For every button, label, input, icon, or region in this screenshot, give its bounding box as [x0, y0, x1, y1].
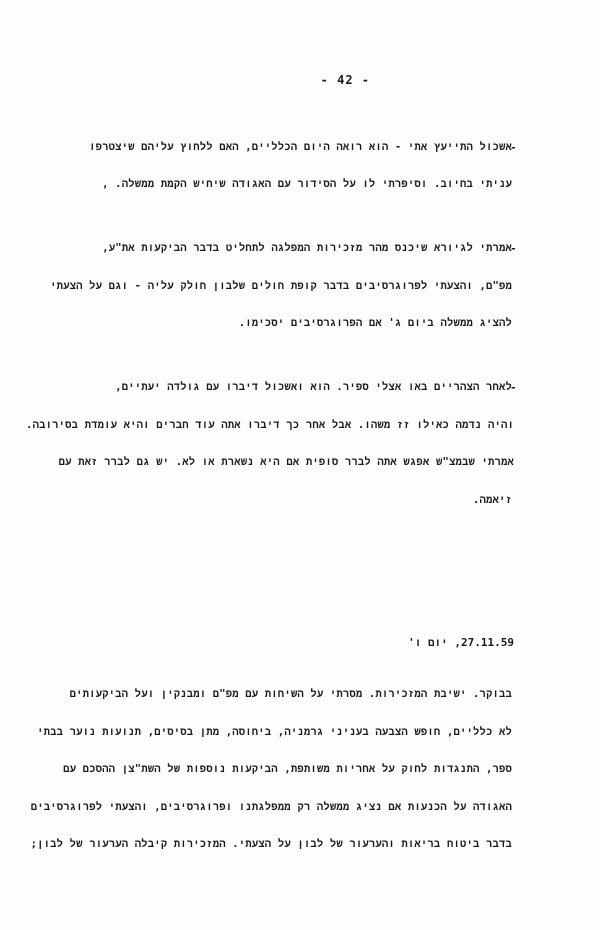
paragraph-line: אמרתי שבמצ"ש אפגש אתה לברר סופית אם היא נשארת או לא. יש גם לברר זאת עם	[58, 456, 514, 468]
paragraph-line: להציג ממשלה ביום ג' אם הפרוגרסיבים יסכימו.	[238, 317, 512, 329]
paragraph-line: לא כלליים, חופש הצבעה בעניני גרמניה, ביחוסה, מתן בסיסים, תנועות נוער בבתי	[37, 726, 512, 738]
bullet-dash: -	[510, 381, 517, 394]
paragraph-line: לאחר הצהריים באו אצלי ספיר. הוא ואשכול דיברו עם גולדה יעתיים,	[115, 381, 512, 393]
paragraph-line: האגודה על הכנעות אם נציג ממשלה רק ממפלגתנו ופרוגרסיבים, והצעתי לפרוגרסיבים	[30, 801, 512, 813]
paragraph-line: זיאמה.	[472, 494, 512, 506]
paragraph-line: עניתי בחיוב. וסיפרתי לו על הסידור עם האגודה שיחיש הקמת ממשלה. ,	[102, 178, 512, 190]
paragraph-line: אמרתי לגיורא שיכנס מהר מזכירות המפלגה לתחליט בדבר הביקעות את"ע,	[102, 242, 512, 254]
paragraph-line: בבוקר. ישיבת המזכירות. מסרתי על השיחות עם מפ"ם ומבנקין ועל הביקעותים	[69, 688, 512, 700]
paragraph-line: בדבר ביטוח בריאות והערעור של לבון על הצעתי. המזכירות קיבלה הערעור של לבון;	[30, 838, 512, 850]
paragraph-line: ספר, התנגדות לחוק על אחריות משותפת, הביקעות נוספות של השת"צן ההסכם עם	[63, 763, 512, 775]
paragraph-line: והיה נדמה כאילו זז משהו. אבל אחר כך דיברו אתה עוד חברים והיא עומדת בסירובה.	[26, 419, 514, 431]
paragraph-line: מפ"ם, והצעתי לפרוגרסיבים בדבר קופת חולים שלבון חולק עליה - וגם על הצעתי	[50, 280, 512, 292]
page-number: - 42 -	[320, 73, 370, 87]
paragraph-line: אשכול התייעץ אתי - הוא רואה היום הכלליים, האם ללחוץ עליהם שיצטרפו	[89, 141, 512, 153]
bullet-dash: -	[510, 242, 517, 255]
date-heading: 27.11.59, יום ו'	[408, 636, 514, 649]
bullet-dash: -	[510, 141, 517, 154]
